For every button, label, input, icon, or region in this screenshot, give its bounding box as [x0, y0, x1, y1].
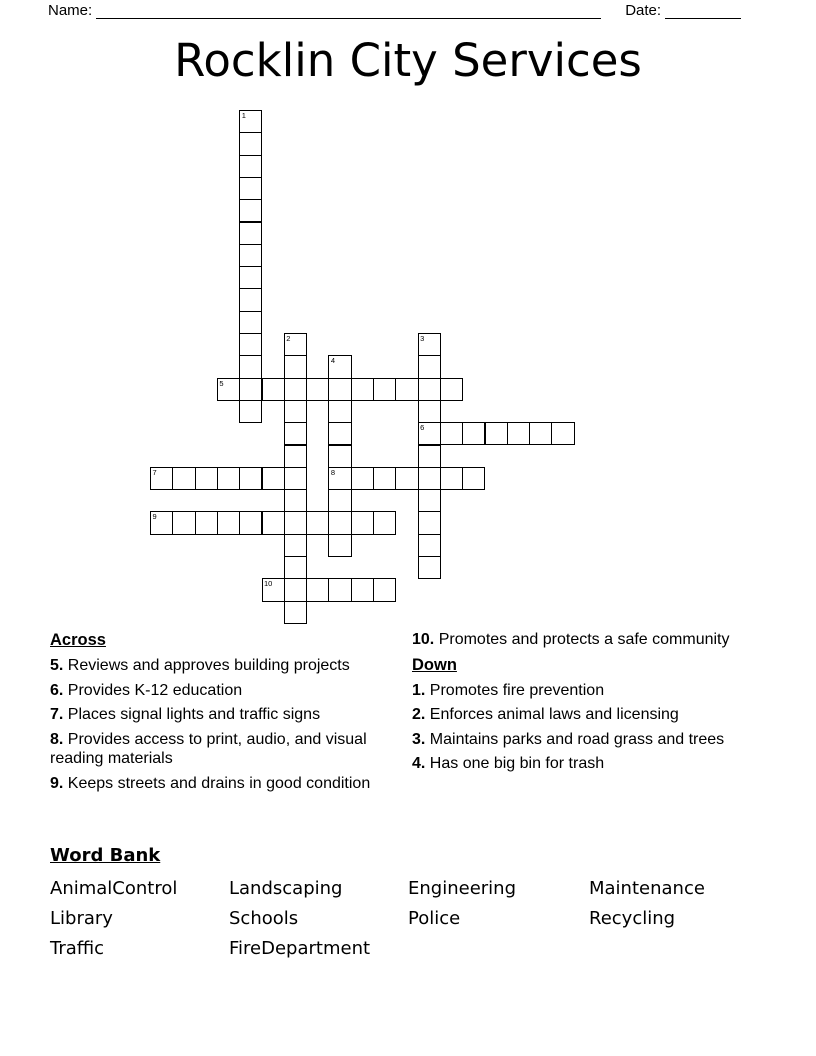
crossword-cell	[284, 422, 307, 445]
name-date-row	[48, 2, 741, 19]
crossword-cell	[328, 489, 351, 512]
crossword-cell	[262, 378, 285, 401]
clue: 8. Provides access to print, audio, and visual reading materials	[50, 730, 367, 768]
crossword-cell	[529, 422, 552, 445]
crossword-cell	[306, 378, 329, 401]
clue: 6. Provides K-12 education	[50, 681, 243, 699]
crossword-cell	[485, 422, 508, 445]
clue-number: 7.	[50, 706, 68, 724]
word-bank-word: Engineering	[408, 878, 516, 899]
crossword-cell	[395, 467, 418, 490]
crossword-cell	[373, 378, 396, 401]
crossword-cell	[262, 467, 285, 490]
crossword-cell	[351, 578, 374, 601]
crossword-cell	[239, 155, 262, 178]
crossword-cell	[328, 445, 351, 468]
crossword-cell	[284, 378, 307, 401]
cell-number: 4	[330, 356, 336, 366]
crossword-cell	[418, 556, 441, 579]
down-clue-list	[412, 681, 746, 774]
crossword-cell	[262, 511, 285, 534]
date-label: Date:	[625, 2, 662, 19]
crossword-cell	[440, 422, 463, 445]
crossword-cell	[239, 511, 262, 534]
word-bank-word: AnimalControl	[50, 878, 178, 899]
crossword-cell	[418, 467, 441, 490]
crossword-cell	[440, 467, 463, 490]
across-header: Across	[50, 631, 106, 649]
crossword-cell	[328, 467, 351, 490]
crossword-cell	[195, 467, 218, 490]
crossword-cell	[328, 534, 351, 557]
crossword-cell	[284, 333, 307, 356]
crossword-cell	[239, 244, 262, 267]
crossword-cell	[328, 355, 351, 378]
clue-number: 1.	[412, 681, 430, 699]
crossword-cell	[418, 400, 441, 423]
crossword-cell	[217, 511, 240, 534]
crossword-cell	[418, 355, 441, 378]
cell-number: 6	[420, 423, 425, 433]
clue: 3. Maintains parks and road grass and trees	[412, 730, 725, 748]
crossword-cell	[239, 467, 262, 490]
word-bank-header: Word Bank	[50, 845, 161, 866]
word-bank-word: Police	[408, 907, 461, 929]
crossword-cell	[239, 222, 262, 245]
crossword-cell	[239, 199, 262, 222]
crossword-cell	[373, 511, 396, 534]
cell-number: 10	[264, 579, 273, 589]
clue: 2. Enforces animal laws and licensing	[412, 706, 679, 724]
clue: 5. Reviews and approves building projects	[50, 657, 350, 675]
crossword-cell	[551, 422, 574, 445]
clue-number: 4.	[412, 755, 430, 773]
word-bank-word: Schools	[229, 907, 299, 929]
across-clue-list	[50, 656, 392, 793]
across-clue-overflow	[412, 630, 746, 650]
clue-number: 2.	[412, 706, 430, 724]
clue: 1. Promotes fire prevention	[412, 681, 605, 699]
clue-number: 5.	[50, 657, 68, 675]
crossword-cell	[284, 601, 307, 624]
word-bank-grid	[50, 879, 766, 958]
word-bank-word: Maintenance	[589, 878, 705, 899]
crossword-cell	[284, 489, 307, 512]
word-bank-word: Landscaping	[229, 878, 343, 899]
crossword-cell	[418, 511, 441, 534]
crossword-cell	[239, 177, 262, 200]
crossword-cell	[284, 556, 307, 579]
clue: 7. Places signal lights and traffic signs	[50, 706, 321, 724]
crossword-cell	[507, 422, 530, 445]
clue-number: 9.	[50, 774, 68, 792]
crossword-cell	[418, 333, 441, 356]
crossword-cell	[239, 355, 262, 378]
crossword-cell	[328, 378, 351, 401]
crossword-cell	[351, 511, 374, 534]
crossword-cell	[284, 578, 307, 601]
across-clues-column	[50, 630, 392, 798]
crossword-cell	[418, 445, 441, 468]
crossword-cell	[328, 422, 351, 445]
crossword-cell	[284, 534, 307, 557]
crossword-cell	[217, 378, 240, 401]
clue: 4. Has one big bin for trash	[412, 755, 605, 773]
cell-number: 7	[152, 467, 157, 477]
crossword-cell	[284, 445, 307, 468]
crossword-cell	[440, 378, 463, 401]
word-bank-word: FireDepartment	[229, 937, 371, 959]
down-header: Down	[412, 655, 457, 674]
cell-number: 8	[330, 467, 336, 477]
crossword-cell	[284, 467, 307, 490]
clue-number: 8.	[50, 730, 68, 748]
crossword-cell	[239, 333, 262, 356]
crossword-cell	[217, 467, 240, 490]
crossword-cell	[373, 467, 396, 490]
clue: 10. Promotes and protects a safe community	[412, 631, 730, 648]
clue: 9. Keeps streets and drains in good condition	[50, 774, 371, 792]
crossword-cell	[262, 578, 285, 601]
crossword-cell	[284, 355, 307, 378]
down-clues-column	[412, 630, 746, 779]
name-label: Name:	[48, 2, 93, 19]
crossword-cell	[239, 266, 262, 289]
date-blank-line	[665, 2, 741, 19]
crossword-cell	[328, 511, 351, 534]
crossword-cell	[172, 511, 195, 534]
crossword-cell	[328, 400, 351, 423]
page-title: Rocklin City Services	[174, 34, 642, 87]
clue-number: 3.	[412, 730, 430, 748]
cell-number: 5	[219, 378, 224, 388]
cell-number: 2	[286, 334, 291, 343]
word-bank-word: Library	[50, 907, 113, 929]
crossword-cell	[239, 378, 262, 401]
crossword-cell	[373, 578, 396, 601]
crossword-cell	[418, 378, 441, 401]
crossword-cell	[239, 132, 262, 155]
crossword-cell	[172, 467, 195, 490]
crossword-cell	[195, 511, 218, 534]
name-blank-line	[96, 2, 601, 19]
cell-number: 9	[152, 512, 157, 522]
crossword-cell	[284, 511, 307, 534]
crossword-cell	[395, 378, 418, 401]
crossword-cell	[418, 489, 441, 512]
word-bank-section	[50, 845, 766, 958]
crossword-cell	[284, 400, 307, 423]
crossword-cell	[150, 467, 173, 490]
cell-number: 3	[420, 334, 425, 343]
crossword-cell	[351, 378, 374, 401]
crossword-cell	[462, 422, 485, 445]
word-bank-word: Recycling	[589, 907, 676, 929]
crossword-cell	[150, 511, 173, 534]
crossword-cell	[239, 110, 262, 133]
crossword-cell	[239, 288, 262, 311]
crossword-cell	[306, 511, 329, 534]
word-bank-word: Traffic	[50, 937, 105, 959]
cell-number: 1	[241, 111, 246, 120]
clue-number: 10.	[412, 631, 439, 648]
crossword-grid	[150, 110, 580, 630]
crossword-cell	[239, 400, 262, 423]
crossword-cell	[239, 311, 262, 334]
clue-number: 6.	[50, 681, 68, 699]
crossword-cell	[462, 467, 485, 490]
crossword-cell	[351, 467, 374, 490]
crossword-cell	[418, 422, 441, 445]
crossword-cell	[306, 578, 329, 601]
crossword-cell	[418, 534, 441, 557]
crossword-cell	[328, 578, 351, 601]
